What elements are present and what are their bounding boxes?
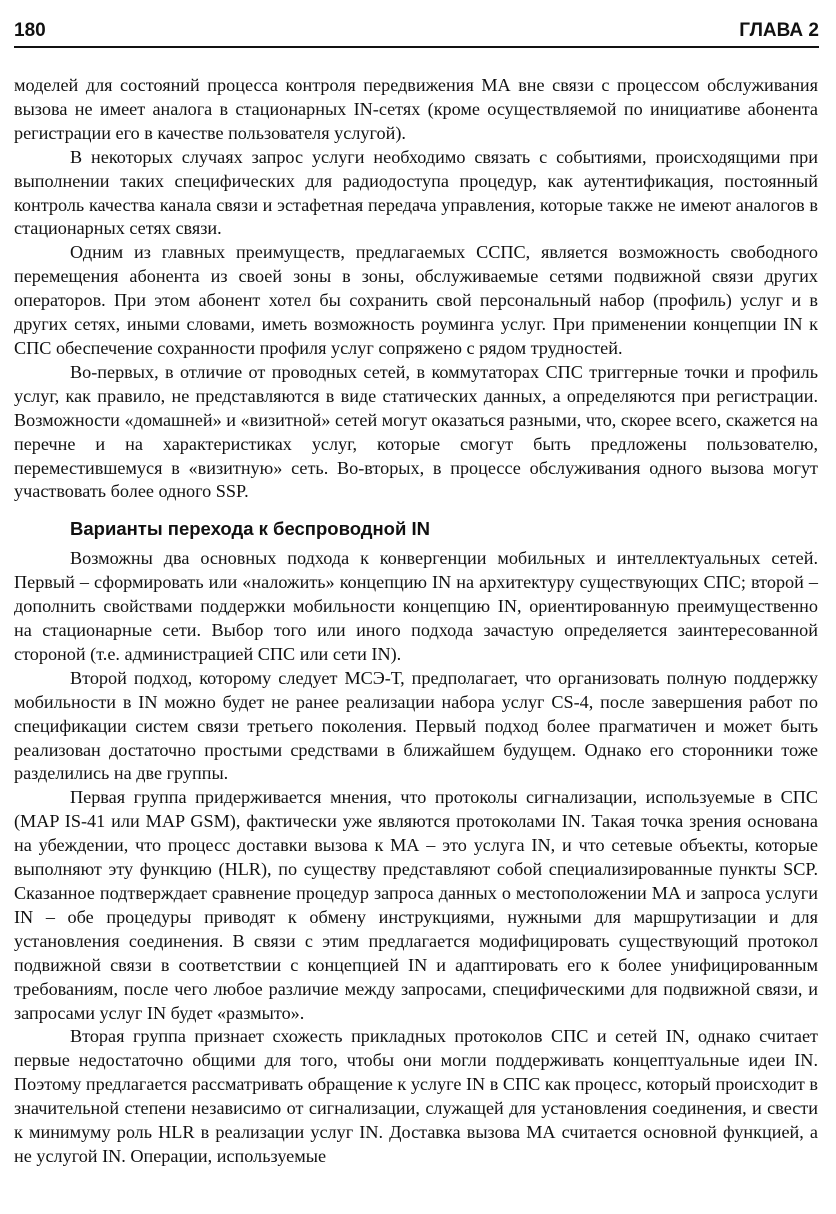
paragraph: Вторая группа признает схожесть прикладных протоколов СПС и сетей IN, однако считает первые недостаточно общими для того, чтобы они могли поддерживать концептуальные идеи IN. Поэтому предлагается рассматривать обращение к услуге IN в СПС как процесс, который происходит в значительной степени независимо от сигнализации, служащей для установления соединения, и свести к минимуму роль HLR в реализации услуг IN. Доставка вызова МА считается основной функцией, а не услугой IN. Операции, используемые bbox=[14, 1026, 818, 1166]
body-text bbox=[14, 74, 818, 1169]
paragraph: Возможны два основных подхода к конвергенции мобильных и интеллектуальных сетей. Первый – сформировать или «наложить» концепцию IN на архитектуру существующих СПС; второй – дополнить свойствами поддержки мобильности концепцию IN, ориентированную преимущественно на стационарные сети. Выбор того или иного подхода зачастую определяется заинтересованной стороной (т.е. администрацией СПС или сети IN). bbox=[14, 548, 818, 664]
page-number: 180 bbox=[14, 20, 46, 41]
paragraph: Первая группа придерживается мнения, что протоколы сигнализации, используемые в СПС (MAP IS-41 или MAP GSM), фактически уже являются протоколами IN. Такая точка зрения основана на убеждении, что процесс доставки вызова к МА – это услуга IN, и что сетевые объекты, которые выполняют эту функцию (HLR), по существу представляют собой специализированные пункты SCP. Сказанное подтверждает сравнение процедур запроса данных о местоположении МА и запроса услуги IN – обе процедуры приводят к обмену инструкциями, нужными для маршрутизации и для установления соединения. В связи с этим предлагается модифицировать существующий протокол подвижной связи в соответствии с концепцией IN и адаптировать его к более унифицированным требованиям, после чего любое различие между запросами, специфическими для подвижной связи, и запросами услуг IN будет «размыто». bbox=[14, 787, 818, 1023]
chapter-label: ГЛАВА 2 bbox=[739, 20, 819, 41]
paragraph: Во-первых, в отличие от проводных сетей, в коммутаторах СПС триггерные точки и профиль услуг, как правило, не представляются в виде статических данных, а определяются при регистрации. Возможности «домашней» и «визитной» сетей могут оказаться разными, что, скорее всего, скажется на перечне и на характеристиках услуг, которые смогут быть предложены пользователю, переместившемуся в «визитную» сеть. Во-вторых, в процессе обслуживания одного вызова могут участвовать более одного SSP. bbox=[14, 361, 818, 502]
paragraph: В некоторых случаях запрос услуги необходимо связать с событиями, происходящими при выполнении таких специфических для радиодоступа процедур, как аутентификация, постоянный контроль качества канала связи и эстафетная передача управления, которые также не имеют аналогов в стационарных сетях связи. bbox=[14, 146, 818, 239]
paragraph: Второй подход, которому следует МСЭ-Т, предполагает, что организовать полную поддержку мобильности в IN можно будет не ранее реализации набора услуг CS-4, после завершения работ по спецификации систем связи третьего поколения. Первый подход более прагматичен и может быть реализован достаточно простыми средствами в ближайшем будущем. Однако его сторонники тоже разделились на две группы. bbox=[14, 667, 818, 784]
section-heading: Варианты перехода к беспроводной IN bbox=[70, 518, 431, 540]
paragraph: Одним из главных преимуществ, предлагаемых ССПС, является возможность свободного перемещения абонента из своей зоны в зоны, обслуживаемые сетями подвижной связи других операторов. При этом абонент хотел бы сохранить свой персональный набор (профиль) услуг и в других сетях, иными словами, иметь возможность роуминга услуг. При применении концепции IN к СПС обеспечение сохранности профиля услуг сопряжено с рядом трудностей. bbox=[14, 242, 818, 358]
paragraph: моделей для состояний процесса контроля передвижения МА вне связи с процессом обслуживания вызова не имеет аналога в стационарных IN-сетях (кроме осуществляемой по инициативе абонента регистрации его в качестве пользователя услугой). bbox=[14, 75, 818, 143]
running-head bbox=[14, 18, 819, 48]
